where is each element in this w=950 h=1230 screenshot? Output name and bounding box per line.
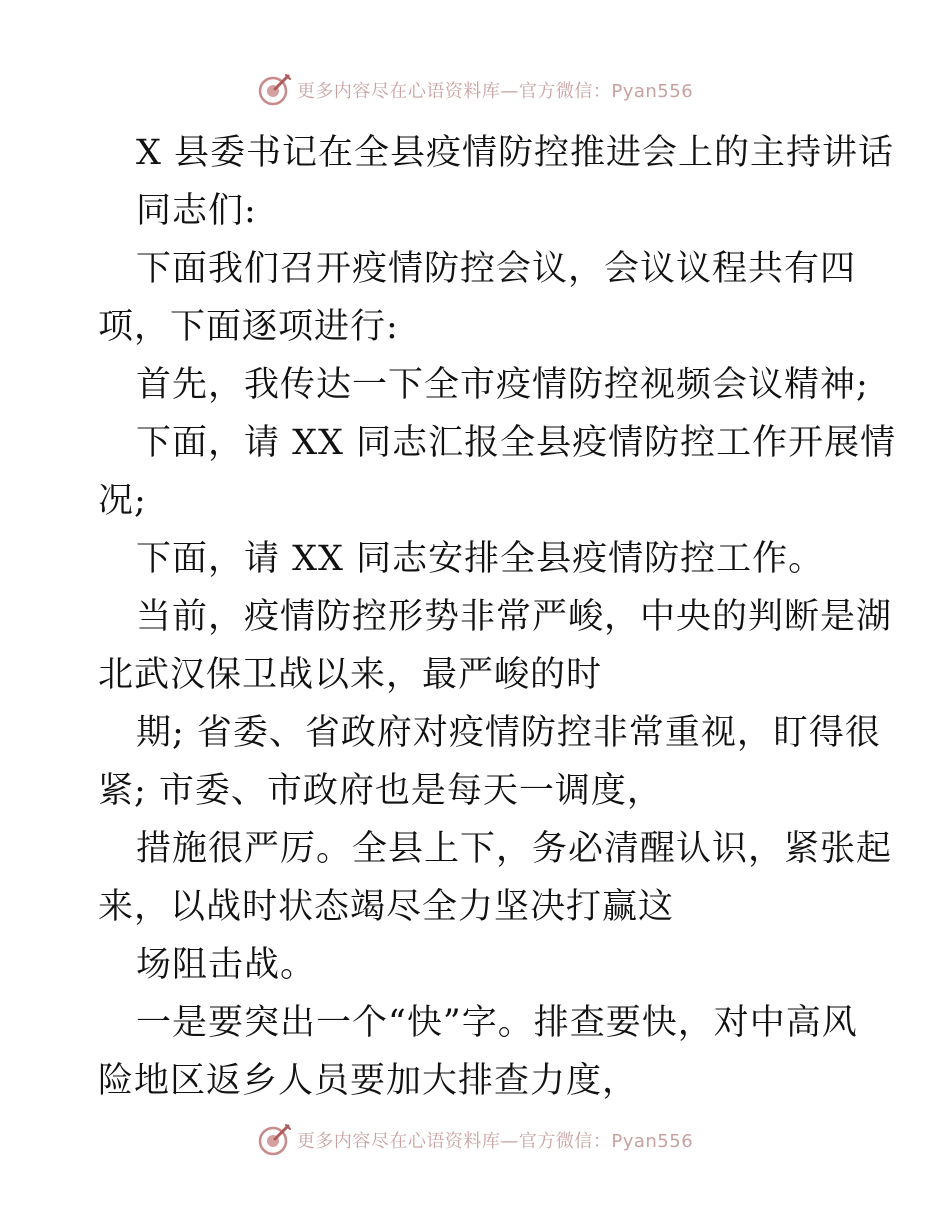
- paragraph-line: 首先，我传达一下全市疫情防控视频会议精神;: [136, 365, 869, 405]
- paragraph-line: 险地区返乡人员要加大排查力度，: [98, 1061, 639, 1101]
- paragraph-line: 下面，请 XX 同志汇报全县疫情防控工作开展情: [136, 423, 897, 463]
- paragraph-line: 下面，请 XX 同志安排全县疫情防控工作。: [136, 539, 825, 579]
- paragraph-line: 况;: [98, 481, 147, 521]
- paragraph-line: 当前，疫情防控形势非常严峻，中央的判断是湖: [136, 597, 893, 637]
- brush-seal-icon: [257, 1123, 291, 1157]
- paragraph-line: 一是要突出一个“快”字。排查要快，对中高风: [136, 1003, 858, 1043]
- paragraph-line: 下面我们召开疫情防控会议，会议议程共有四: [136, 249, 857, 289]
- paragraph-line: 场阻击战。: [136, 945, 317, 985]
- watermark-text: 更多内容尽在心语资料库—官方微信：Pyan556: [296, 1131, 694, 1152]
- salutation: 同志们:: [136, 191, 257, 231]
- brush-seal-icon: [257, 73, 291, 107]
- document-title: X 县委书记在全县疫情防控推进会上的主持讲话: [136, 133, 895, 173]
- paragraph-line: 来，以战时状态竭尽全力坚决打赢这: [98, 887, 675, 927]
- footer-watermark: [0, 1120, 950, 1160]
- watermark-text: 更多内容尽在心语资料库—官方微信：Pyan556: [296, 81, 694, 102]
- paragraph-line: 紧; 市委、市政府也是每天一调度，: [98, 771, 663, 811]
- paragraph-line: 北武汉保卫战以来，最严峻的时: [98, 655, 603, 695]
- header-watermark: [0, 70, 950, 110]
- document-body: [98, 124, 897, 1110]
- paragraph-line: 期; 省委、省政府对疫情防控非常重视，盯得很: [136, 713, 881, 753]
- paragraph-line: 项，下面逐项进行:: [98, 307, 399, 347]
- paragraph-line: 措施很严厉。全县上下，务必清醒认识，紧张起: [136, 829, 893, 869]
